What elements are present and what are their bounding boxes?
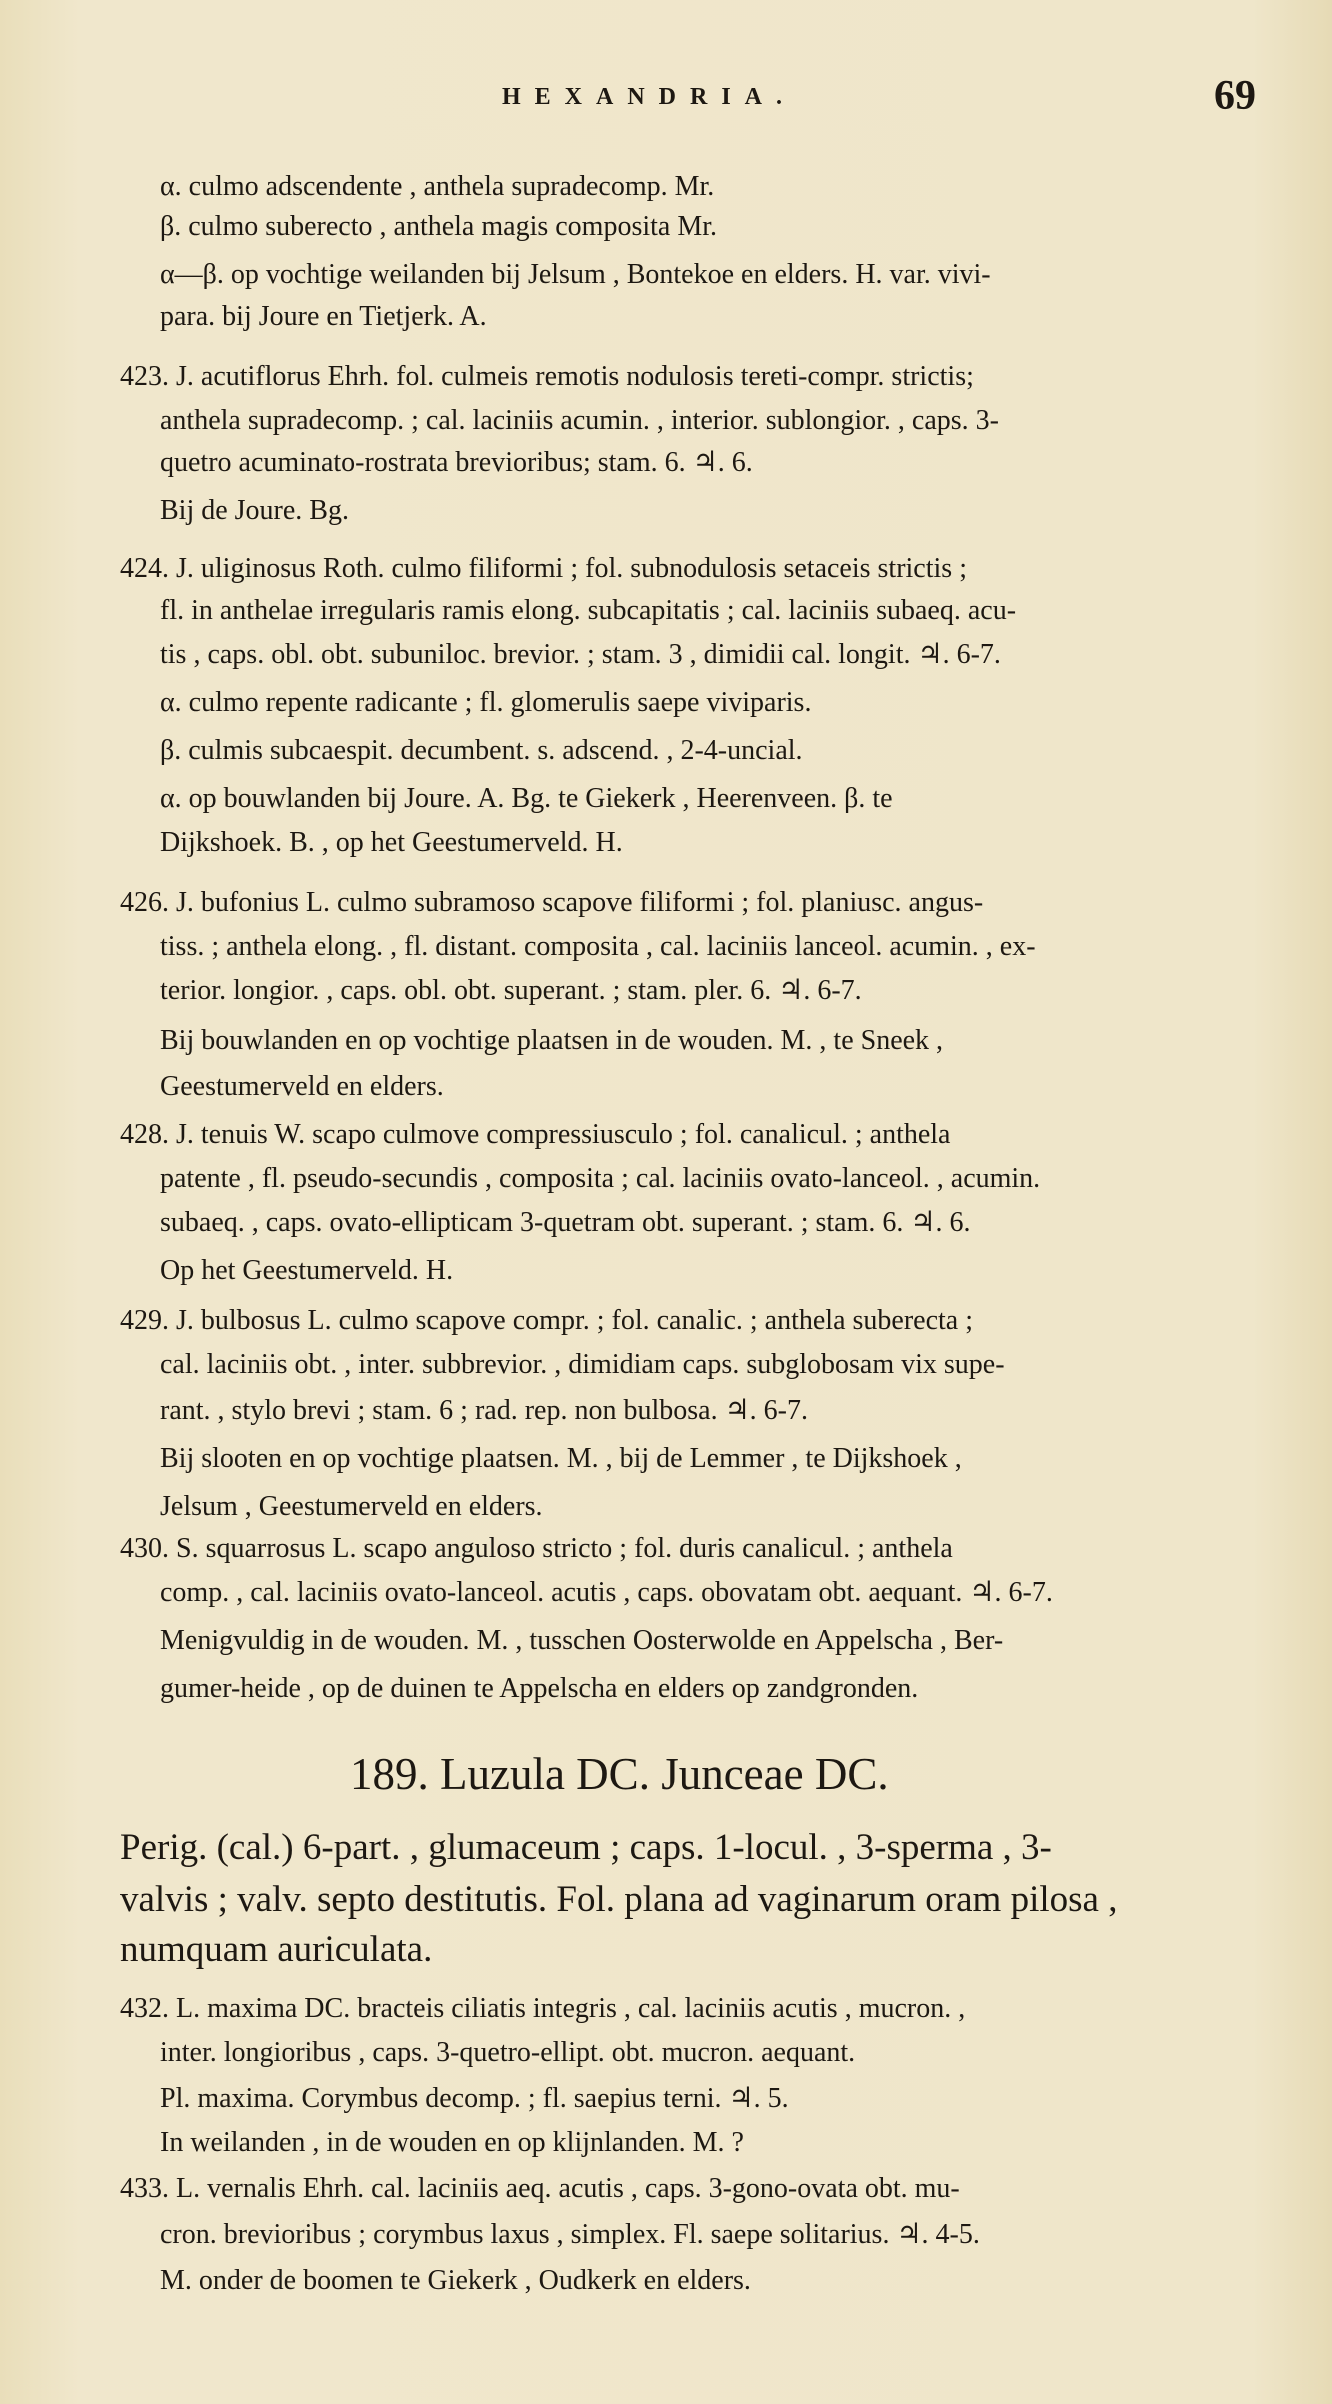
text-line: Bij de Joure. Bg.: [160, 495, 349, 526]
species-entry: 424. J. uliginosus Roth. culmo filiformi ; fol. subnodulosis setaceis strictis ;: [120, 553, 967, 584]
running-title: HEXANDRIA.: [502, 84, 797, 110]
text-line: inter. longioribus , caps. 3-quetro-ellipt. obt. mucron. aequant.: [160, 2037, 856, 2068]
text-line: Jelsum , Geestumerveld en elders.: [160, 1491, 543, 1522]
genus-description: Perig. (cal.) 6-part. , glumaceum ; caps. 1-locul. , 3-sperma , 3-: [120, 1827, 1052, 1868]
text-line: patente , fl. pseudo-secundis , composita ; cal. laciniis ovato-lanceol. , acumin.: [160, 1163, 1041, 1194]
text-line: rant. , stylo brevi ; stam. 6 ; rad. rep. non bulbosa. ♃. 6-7.: [160, 1395, 808, 1426]
text-line: β. culmis subcaespit. decumbent. s. adscend. , 2-4-uncial.: [160, 735, 803, 766]
text-line: Op het Geestumerveld. H.: [160, 1255, 454, 1286]
text-line: tis , caps. obl. obt. subuniloc. brevior. ; stam. 3 , dimidii cal. longit. ♃. 6-7.: [160, 639, 1001, 670]
text-line: α. culmo adscendente , anthela supradecomp. Mr.: [160, 171, 715, 202]
species-entry: 433. L. vernalis Ehrh. cal. laciniis aeq. acutis , caps. 3-gono-ovata obt. mu-: [120, 2173, 960, 2204]
text-line: para. bij Joure en Tietjerk. A.: [160, 301, 487, 332]
page-number: 69: [1214, 73, 1256, 119]
genus-description: numquam auriculata.: [120, 1929, 433, 1970]
text-line: subaeq. , caps. ovato-ellipticam 3-quetram obt. superant. ; stam. 6. ♃. 6.: [160, 1207, 971, 1238]
species-entry: 428. J. tenuis W. scapo culmove compressiusculo ; fol. canalicul. ; anthela: [120, 1119, 951, 1150]
species-entry: 423. J. acutiflorus Ehrh. fol. culmeis remotis nodulosis tereti-compr. strictis;: [120, 361, 974, 392]
text-line: cal. laciniis obt. , inter. subbrevior. , dimidiam caps. subglobosam vix supe-: [160, 1349, 1005, 1380]
text-line: quetro acuminato-rostrata brevioribus; stam. 6. ♃. 6.: [160, 447, 753, 478]
text-line: gumer-heide , op de duinen te Appelscha en elders op zandgronden.: [160, 1673, 919, 1704]
text-line: Geestumerveld en elders.: [160, 1071, 444, 1102]
text-line: α. culmo repente radicante ; fl. glomerulis saepe viviparis.: [160, 687, 812, 718]
genus-description: valvis ; valv. septo destitutis. Fol. plana ad vaginarum oram pilosa ,: [120, 1879, 1118, 1920]
text-line: In weilanden , in de wouden en op klijnlanden. M. ?: [160, 2127, 744, 2158]
species-entry: 429. J. bulbosus L. culmo scapove compr. ; fol. canalic. ; anthela suberecta ;: [120, 1305, 973, 1336]
text-line: α—β. op vochtige weilanden bij Jelsum , Bontekoe en elders. H. var. vivi-: [160, 259, 991, 290]
text-line: cron. brevioribus ; corymbus laxus , simplex. Fl. saepe solitarius. ♃. 4-5.: [160, 2219, 980, 2250]
text-line: α. op bouwlanden bij Joure. A. Bg. te Giekerk , Heerenveen. β. te: [160, 783, 893, 814]
text-line: β. culmo suberecto , anthela magis composita Mr.: [160, 211, 718, 242]
text-line: Bij slooten en op vochtige plaatsen. M. , bij de Lemmer , te Dijkshoek ,: [160, 1443, 962, 1474]
text-line: tiss. ; anthela elong. , fl. distant. composita , cal. laciniis lanceol. acumin. , ex-: [160, 931, 1036, 962]
text-line: Bij bouwlanden en op vochtige plaatsen in de wouden. M. , te Sneek ,: [160, 1025, 944, 1056]
species-entry: 432. L. maxima DC. bracteis ciliatis integris , cal. laciniis acutis , mucron. ,: [120, 1993, 966, 2024]
text-line: comp. , cal. laciniis ovato-lanceol. acutis , caps. obovatam obt. aequant. ♃. 6-7.: [160, 1577, 1053, 1608]
running-header: [0, 73, 1332, 138]
text-line: fl. in anthelae irregularis ramis elong. subcapitatis ; cal. laciniis subaeq. acu-: [160, 595, 1017, 626]
text-line: Menigvuldig in de wouden. M. , tusschen Oosterwolde en Appelscha , Ber-: [160, 1625, 1004, 1656]
text-line: anthela supradecomp. ; cal. laciniis acumin. , interior. sublongior. , caps. 3-: [160, 405, 1000, 436]
text-line: terior. longior. , caps. obl. obt. superant. ; stam. pler. 6. ♃. 6-7.: [160, 975, 862, 1006]
text-line: Dijkshoek. B. , op het Geestumerveld. H.: [160, 827, 623, 858]
species-entry: 430. S. squarrosus L. scapo anguloso stricto ; fol. duris canalicul. ; anthela: [120, 1533, 953, 1564]
genus-heading: 189. Luzula DC. Junceae DC.: [350, 1749, 889, 1799]
species-entry: 426. J. bufonius L. culmo subramoso scapove filiformi ; fol. planiusc. angus-: [120, 887, 984, 918]
text-line: Pl. maxima. Corymbus decomp. ; fl. saepius terni. ♃. 5.: [160, 2083, 789, 2114]
text-line: M. onder de boomen te Giekerk , Oudkerk en elders.: [160, 2265, 751, 2296]
